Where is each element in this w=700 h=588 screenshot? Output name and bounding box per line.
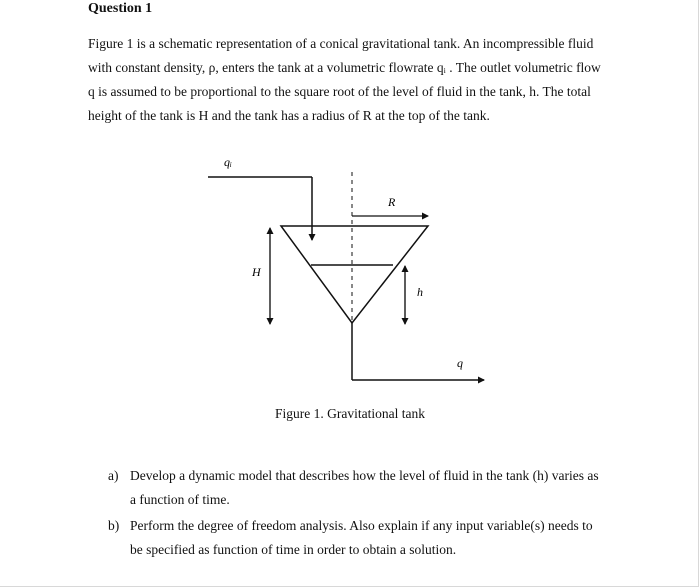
- task-line: a function of time.: [130, 492, 230, 507]
- radius-label: R: [388, 195, 396, 209]
- task-list: [108, 464, 628, 562]
- task-line: be specified as function of time in order to obtain a solution.: [130, 542, 457, 557]
- task-item: [108, 464, 628, 512]
- task-line: Perform the degree of freedom analysis. Also explain if any input variable(s) needs to: [130, 518, 593, 533]
- intro-line: Figure 1 is a schematic representation of a conical gravitational tank. An incompressible fluid: [88, 36, 594, 51]
- question-title: Question 1: [88, 1, 153, 16]
- intro-line: q is assumed to be proportional to the square root of the level of fluid in the tank, h. The total: [88, 84, 591, 99]
- intro-line: with constant density, ρ, enters the tank at a volumetric flowrate qᵢ . The outlet volumetric flow: [88, 60, 601, 75]
- intro-line: height of the tank is H and the tank has a radius of R at the top of the tank.: [88, 108, 490, 123]
- intro-paragraph: [88, 32, 618, 128]
- conical-tank: [281, 226, 428, 323]
- inlet-flow-label: qᵢ: [224, 155, 232, 169]
- tank-diagram: [195, 150, 495, 390]
- outlet-flow-label: q: [457, 356, 463, 370]
- total-height-label: H: [252, 265, 261, 279]
- level-label: h: [417, 285, 423, 299]
- task-line: Develop a dynamic model that describes how the level of fluid in the tank (h) varies as: [130, 468, 599, 483]
- task-label: b): [108, 518, 120, 533]
- figure-caption: Figure 1. Gravitational tank: [275, 406, 425, 421]
- task-item: [108, 514, 628, 562]
- task-label: a): [108, 468, 119, 483]
